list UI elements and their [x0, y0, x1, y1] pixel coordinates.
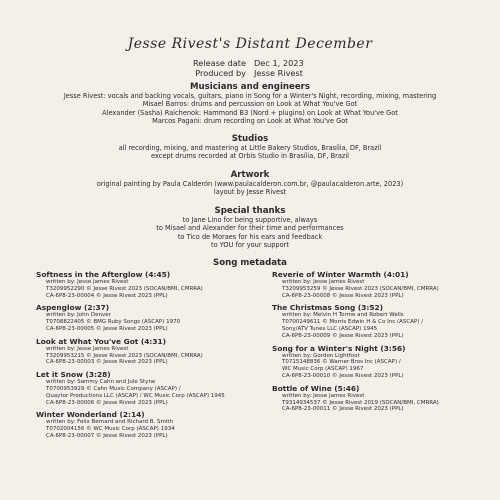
studios-section [0, 134, 500, 161]
song-title: Bottle of Wine (5:46) [272, 383, 360, 393]
thanks-line: to Misael and Alexander for their time and performances [156, 224, 344, 233]
song-line: T0700953929 © Cahn Music Company (ASCAP) / [46, 385, 181, 392]
song-entry [36, 410, 272, 439]
song-line: Sony/ATV Tunes LLC (ASCAP) 1945 [282, 325, 378, 332]
song-line: CA-6P8-23-00009 © Jesse Rivest 2023 (PPL) [282, 332, 404, 339]
release-date-label: Release date [192, 58, 246, 68]
studios-line: all recording, mixing, and mastering at Little Bakery Studios, Brasília, DF, Brazil [118, 144, 382, 152]
song-line: T3209953259 © Jesse Rivest 2023 (SOCAN/BMI, CMRRA) [282, 285, 439, 292]
song-entry [36, 270, 272, 299]
song-line: T3209952290 © Jesse Rivest 2023 (SOCAN/BMI, CMRRA) [46, 285, 203, 292]
studios-line: except drums recorded at Orbis Studio in Brasília, DF, Brazil [151, 152, 349, 161]
artwork-heading: Artwork [230, 170, 270, 180]
song-entry [272, 270, 476, 299]
song-line: written by: Felix Bernard and Richard B. Smith [46, 419, 174, 426]
special-thanks-section [0, 206, 500, 250]
artwork-line: original painting by Paula Calderón (www.paulacalderon.com.br, @paulacalderon.arte, 2023) [96, 180, 404, 188]
album-title: Jesse Rivest's Distant December [127, 36, 373, 52]
song-title: The Christmas Song (3:52) [272, 303, 384, 313]
song-entry [272, 344, 476, 380]
song-line: T0702004156 © WC Music Corp (ASCAP) 1934 [46, 426, 175, 433]
song-line: written by: Melvin H Torme and Robert Wells [282, 312, 404, 319]
song-line: T9314934537 © Jesse Rivest 2019 (SOCAN/BMI, CMRRA) [282, 399, 439, 406]
song-column-right [272, 270, 476, 444]
song-line: CA-6P8-23-00010 © Jesse Rivest 2023 (PPL) [282, 372, 404, 379]
song-metadata-heading: Song metadata [213, 258, 287, 268]
song-line: CA-6P8-23-00011 © Jesse Rivest 2023 (PPL) [282, 406, 404, 413]
song-entry [36, 303, 272, 332]
song-line: written by: Jesse James Rivest [282, 279, 365, 285]
song-line: written by: Jesse James Rivest [46, 279, 129, 285]
song-entry [36, 370, 272, 406]
song-line: T0700249611 © Morris Edwin H & Co Inc (ASCAP) / [282, 319, 424, 326]
artwork-section [0, 170, 500, 197]
musicians-line: Alexander (Sasha) Raichenok: Hammond B3 (Nord + plugins) on Look at What You've Got [102, 108, 398, 117]
song-title: Aspenglow (2:37) [36, 303, 110, 313]
produced-by-value: Jesse Rivest [254, 68, 303, 78]
studios-heading: Studios [231, 134, 269, 144]
song-line: CA-6P8-23-00005 © Jesse Rivest 2023 (PPL) [46, 325, 168, 332]
song-entry [272, 303, 476, 339]
artwork-line: layout by Jesse Rivest [213, 188, 287, 197]
musicians-line: Jesse Rivest: vocals and backing vocals, guitars, piano in Song for a Winter's Night, recording, mixing, mastering [63, 92, 437, 100]
special-thanks-heading: Special thanks [214, 206, 286, 216]
song-title: Softness in the Afterglow (4:45) [36, 270, 171, 279]
song-entry [272, 384, 476, 413]
song-line: CA-6P8-23-00003 © Jesse Rivest 2023 (PPL) [46, 359, 168, 366]
musicians-section [0, 82, 500, 126]
song-line: written by: Gordon Lightfoot [282, 352, 360, 359]
song-line: CA-6P8-23-00008 © Jesse Rivest 2023 (PPL) [282, 292, 404, 299]
release-date-value: Dec 1, 2023 [254, 58, 304, 68]
thanks-line: to Tico de Moraes for his ears and feedback [177, 232, 323, 241]
song-line: T0708822405 © BMG Ruby Songs (ASCAP) 1970 [46, 319, 181, 326]
musicians-heading: Musicians and engineers [189, 82, 311, 92]
song-line: CA-6P8-23-00006 © Jesse Rivest 2023 (PPL) [46, 399, 168, 406]
song-title: Reverie of Winter Warmth (4:01) [272, 270, 409, 279]
song-line: written by: Jesse James Rivest [282, 392, 365, 399]
song-line: CA-6P8-23-00007 © Jesse Rivest 2023 (PPL) [46, 432, 168, 439]
song-line: T3209953215 © Jesse Rivest 2023 (SOCAN/BMI, CMRRA) [46, 352, 203, 359]
musicians-line: Marcos Pagani: drum recording on Look at What You've Got [152, 117, 348, 126]
song-line: WC Music Corp (ASCAP) 1967 [282, 366, 364, 373]
song-line: written by: Jesse James Rivest [46, 345, 129, 352]
thanks-line: to Jane Lino for being supportive, always [182, 216, 318, 224]
song-title: Let it Snow (3:28) [36, 370, 111, 380]
song-line: T0715148836 © Warner Bros Inc (ASCAP) / [282, 359, 401, 366]
song-metadata-grid [36, 270, 476, 444]
produced-by-label: Produced by [195, 68, 246, 78]
musicians-line: Misael Barros: drums and percussion on Look at What You've Got [142, 100, 358, 109]
song-title: Song for a Winter's Night (3:56) [272, 343, 406, 353]
song-line: CA-6P8-23-00004 © Jesse Rivest 2023 (PPL) [46, 292, 168, 299]
song-line: Quaytor Productions LLC (ASCAP) / WC Music Corp (ASCAP) 1945 [46, 392, 225, 399]
song-title: Look at What You've Got (4:31) [36, 336, 167, 346]
thanks-line: to YOU for your support [211, 241, 289, 250]
song-column-left [36, 270, 272, 444]
song-entry [36, 337, 272, 366]
song-title: Winter Wonderland (2:14) [36, 410, 145, 420]
song-line: written by: John Denver [46, 312, 111, 319]
release-info [0, 58, 500, 78]
song-line: written by: Sammy Cahn and Jule Styne [46, 379, 156, 386]
song-metadata-heading-wrap [0, 258, 500, 268]
